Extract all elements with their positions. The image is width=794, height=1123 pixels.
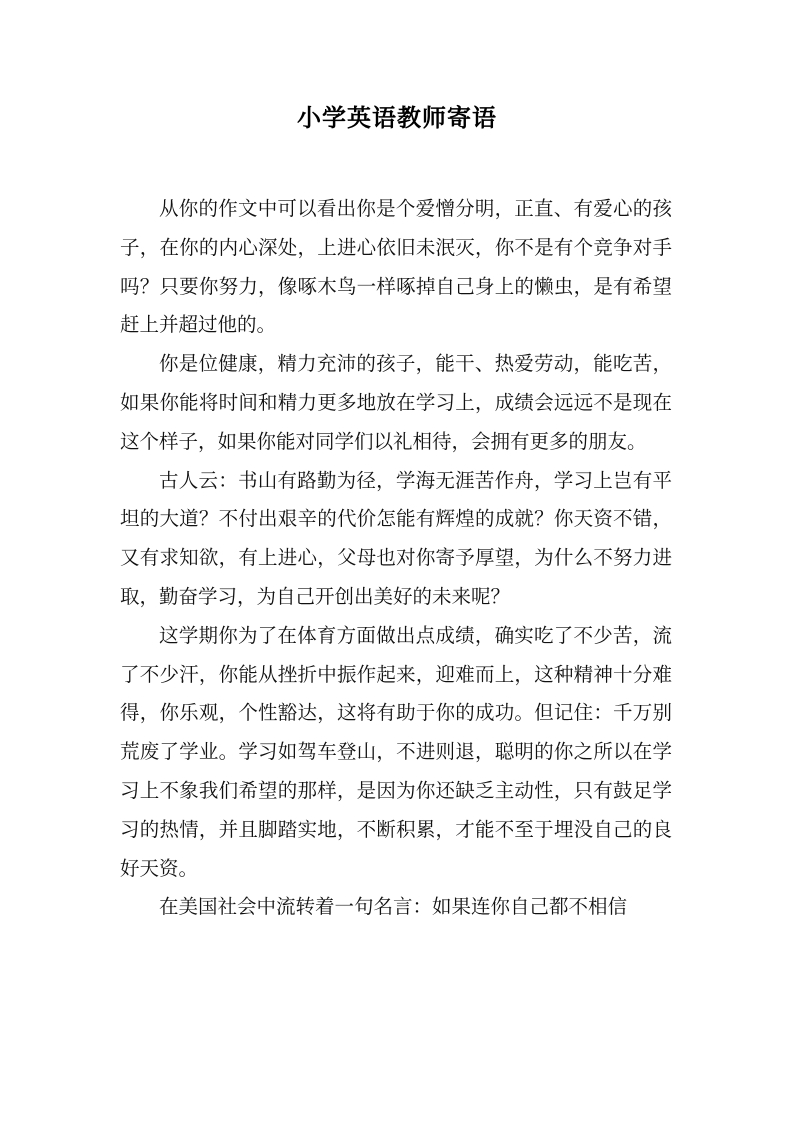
paragraph-3: 古人云：书山有路勤为径，学海无涯苦作舟，学习上岂有平坦的大道？不付出艰辛的代价怎能有辉煌的成就？你天资不错，又有求知欲，有上进心，父母也对你寄予厚望，为什么不努力进取，勤奋学习，为自己开创出美好的未来呢？: [120, 468, 672, 608]
page-title: 小学英语教师寄语: [297, 104, 497, 132]
paragraph-5: 在美国社会中流转着一句名言：如果连你自己都不相信: [159, 895, 628, 919]
document-body: [120, 190, 672, 927]
paragraph-4: 这学期你为了在体育方面做出点成绩，确实吃了不少苦，流了不少汗，你能从挫折中振作起来，迎难而上，这种精神十分难得，你乐观，个性豁达，这将有助于你的成功。但记住：千万别荒废了学业。学习如驾车登山，不进则退，聪明的你之所以在学习上不象我们希望的那样，是因为你还缺乏主动性，只有鼓足学习的热情，并且脚踏实地，不断积累，才能不至于埋没自己的良好天资。: [120, 623, 672, 880]
paragraph-2: 你是位健康，精力充沛的孩子，能干、热爱劳动，能吃苦，如果你能将时间和精力更多地放在学习上，成绩会远远不是现在这个样子，如果你能对同学们以礼相待，会拥有更多的朋友。: [120, 352, 672, 453]
paragraph-1: 从你的作文中可以看出你是个爱憎分明，正直、有爱心的孩子，在你的内心深处，上进心依旧未泯灭，你不是有个竞争对手吗？只要你努力，像啄木鸟一样啄掉自己身上的懒虫，是有希望赶上并超过他的。: [120, 197, 672, 337]
